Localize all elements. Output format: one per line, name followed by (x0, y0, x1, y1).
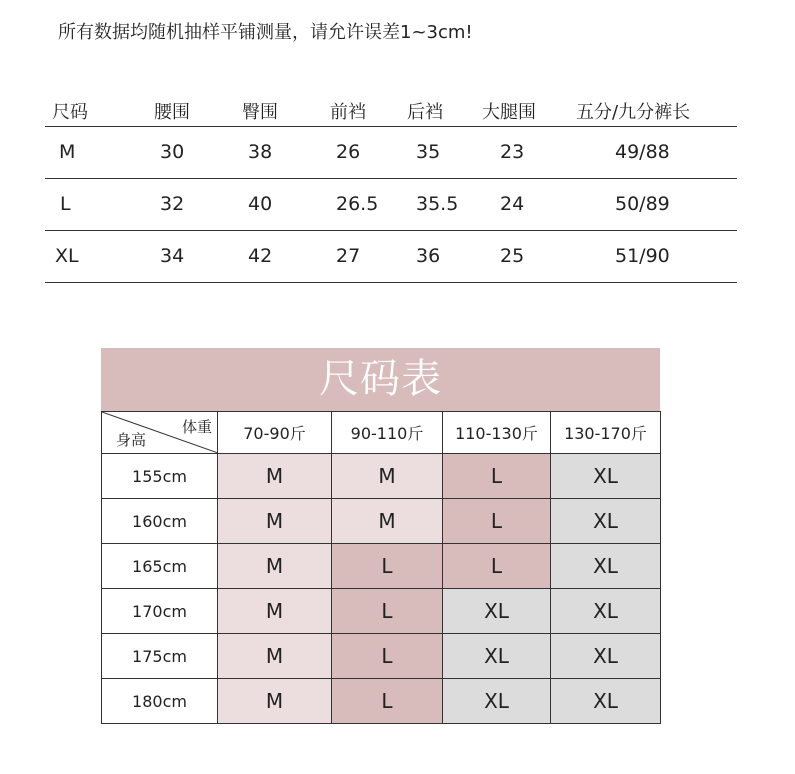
measurement-row-l (45, 179, 737, 231)
cell-front-rise: 26 (336, 141, 361, 163)
cell-waist: 30 (160, 141, 185, 163)
header-front-rise: 前裆 (330, 102, 366, 123)
size-cell: M (332, 499, 443, 544)
size-cell: XL (443, 679, 551, 724)
weight-header-row (102, 412, 661, 454)
measurement-table (45, 94, 737, 283)
header-length: 五分/九分裤长 (576, 102, 691, 123)
size-cell: M (218, 679, 332, 724)
cell-front-rise: 26.5 (336, 193, 379, 215)
height-row-175 (102, 634, 661, 679)
height-label: 170cm (102, 589, 218, 634)
cell-length: 51/90 (615, 245, 670, 267)
size-grid (101, 411, 661, 724)
height-label: 160cm (102, 499, 218, 544)
weight-header: 70-90斤 (218, 412, 332, 454)
height-row-155 (102, 454, 661, 499)
height-row-170 (102, 589, 661, 634)
size-cell: L (443, 544, 551, 589)
height-row-165 (102, 544, 661, 589)
height-label: 165cm (102, 544, 218, 589)
cell-back-rise: 35 (416, 141, 441, 163)
cell-size: M (59, 141, 76, 163)
height-label: 180cm (102, 679, 218, 724)
height-row-180 (102, 679, 661, 724)
size-cell: XL (551, 589, 661, 634)
size-chart-title: 尺码表 (101, 348, 660, 411)
cell-back-rise: 35.5 (416, 193, 459, 215)
header-back-rise: 后裆 (407, 102, 443, 123)
cell-hip: 40 (248, 193, 273, 215)
weight-header: 90-110斤 (332, 412, 443, 454)
cell-waist: 34 (160, 245, 185, 267)
corner-weight-label: 体重 (181, 418, 212, 436)
size-cell: M (218, 544, 332, 589)
size-chart (101, 348, 660, 724)
size-cell: M (218, 454, 332, 499)
header-hip: 臀围 (242, 102, 278, 123)
measurement-header-row (45, 94, 737, 127)
size-cell: XL (443, 634, 551, 679)
header-thigh: 大腿围 (482, 102, 536, 123)
size-cell: XL (551, 499, 661, 544)
cell-hip: 42 (248, 245, 273, 267)
height-label: 175cm (102, 634, 218, 679)
size-cell: XL (551, 679, 661, 724)
height-label: 155cm (102, 454, 218, 499)
cell-size: L (60, 193, 71, 215)
size-cell: L (332, 679, 443, 724)
size-cell: L (332, 589, 443, 634)
size-cell: M (218, 499, 332, 544)
cell-thigh: 24 (500, 193, 525, 215)
size-cell: L (332, 544, 443, 589)
size-cell: XL (551, 634, 661, 679)
corner-cell (102, 412, 218, 454)
size-cell: M (332, 454, 443, 499)
size-cell: XL (443, 589, 551, 634)
size-cell: XL (551, 454, 661, 499)
size-cell: L (443, 454, 551, 499)
size-cell: XL (551, 544, 661, 589)
size-cell: L (332, 634, 443, 679)
size-cell: L (443, 499, 551, 544)
corner-height-label: 身高 (116, 431, 147, 449)
size-cell: M (218, 634, 332, 679)
cell-length: 49/88 (615, 141, 670, 163)
header-size: 尺码 (52, 102, 88, 123)
cell-front-rise: 27 (336, 245, 361, 267)
size-cell: M (218, 589, 332, 634)
height-row-160 (102, 499, 661, 544)
weight-header: 130-170斤 (551, 412, 661, 454)
measurement-row-m (45, 127, 737, 179)
weight-header: 110-130斤 (443, 412, 551, 454)
cell-length: 50/89 (615, 193, 670, 215)
cell-thigh: 25 (500, 245, 525, 267)
cell-size: XL (55, 245, 79, 267)
measurement-note: 所有数据均随机抽样平铺测量，请允许误差1~3cm! (58, 22, 473, 43)
header-waist: 腰围 (154, 102, 190, 123)
cell-thigh: 23 (500, 141, 525, 163)
cell-back-rise: 36 (416, 245, 441, 267)
cell-hip: 38 (248, 141, 273, 163)
cell-waist: 32 (160, 193, 185, 215)
measurement-row-xl (45, 231, 737, 283)
